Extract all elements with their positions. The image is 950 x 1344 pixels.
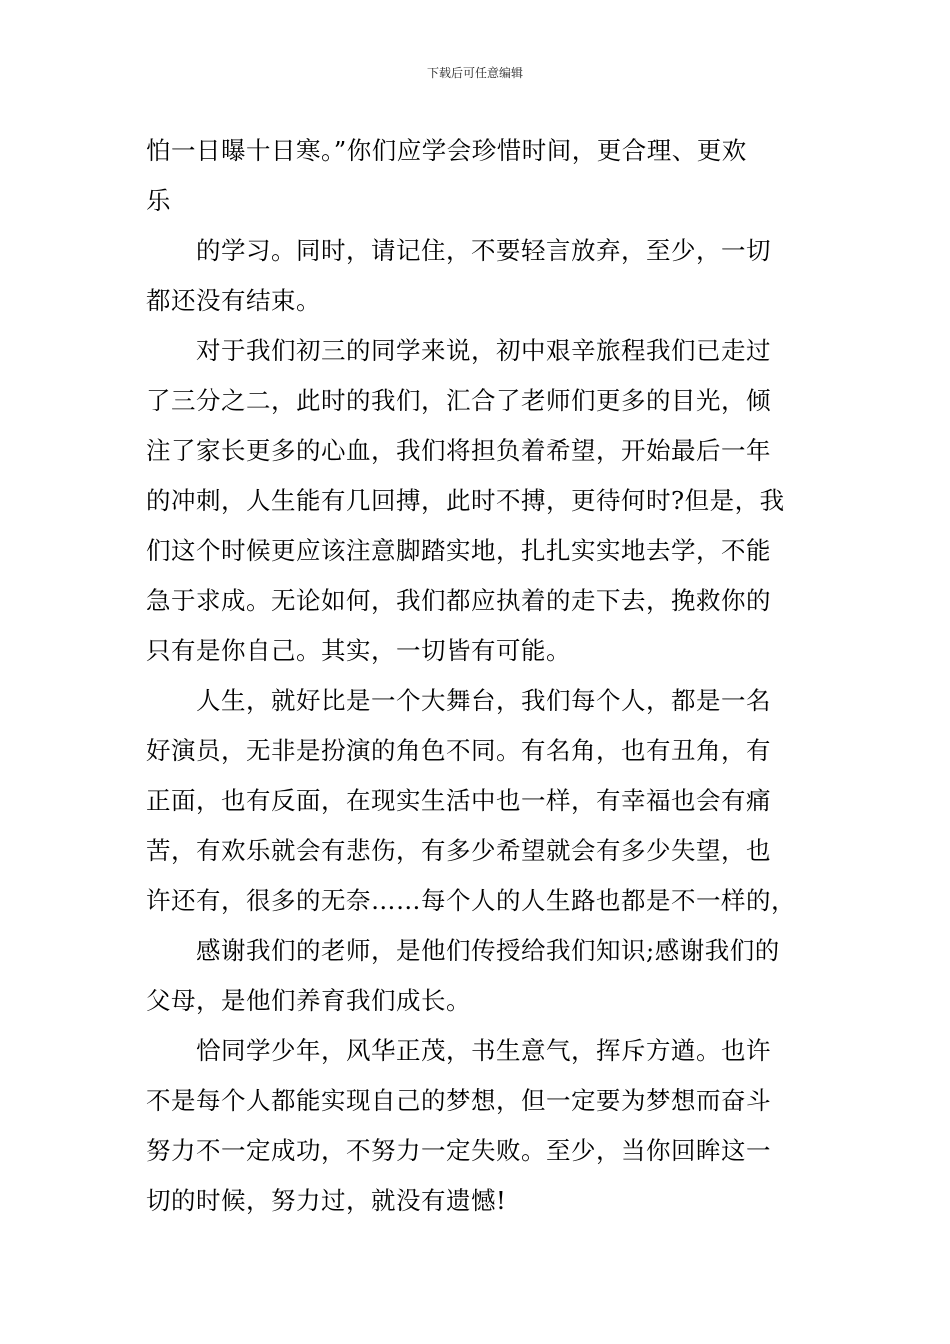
text-line: 苦，有欢乐就会有悲伤，有多少希望就会有多少失望，也 [146,836,771,865]
page-header: 下载后可任意编辑 [426,66,523,80]
text-line: 父母，是他们养育我们成长。 [146,986,471,1015]
text-line: 努力不一定成功，不努力一定失败。至少，当你回眸这一 [146,1136,771,1165]
text-line: 许还有，很多的无奈……每个人的人生路也都是不一样的， [146,886,796,915]
text-line: 们这个时候更应该注意脚踏实地，扎扎实实地去学，不能 [146,536,771,565]
document-body [146,126,818,1226]
text-line: 急于求成。无论如何，我们都应执着的走下去，挽救你的 [146,586,771,615]
text-line: 的冲刺，人生能有几回搏，此时不搏，更待何时?但是，我 [146,486,785,515]
text-line: 切的时候，努力过，就没有遗憾! [146,1186,507,1215]
text-line: 注了家长更多的心血，我们将担负着希望，开始最后一年 [146,436,771,465]
text-line: 乐 [146,186,171,215]
text-line: 了三分之二，此时的我们，汇合了老师们更多的目光，倾 [146,386,771,415]
text-line: 人生，就好比是一个大舞台，我们每个人，都是一名 [196,686,771,715]
text-line: 对于我们初三的同学来说，初中艰辛旅程我们已走过 [196,336,771,365]
text-line: 只有是你自己。其实，一切皆有可能。 [146,636,571,665]
text-line: 都还没有结束。 [146,286,321,315]
text-line: 的学习。同时，请记住，不要轻言放弃，至少，一切 [196,236,771,265]
text-line: 恰同学少年，风华正茂，书生意气，挥斥方遒。也许 [196,1036,771,1065]
text-line: 好演员，无非是扮演的角色不同。有名角，也有丑角，有 [146,736,771,765]
text-line: 感谢我们的老师，是他们传授给我们知识;感谢我们的 [196,936,780,965]
text-line: 怕一日曝十日寒。”你们应学会珍惜时间，更合理、更欢 [146,136,747,165]
text-line: 正面，也有反面，在现实生活中也一样，有幸福也会有痛 [146,786,771,815]
text-line: 不是每个人都能实现自己的梦想，但一定要为梦想而奋斗 [146,1086,771,1115]
